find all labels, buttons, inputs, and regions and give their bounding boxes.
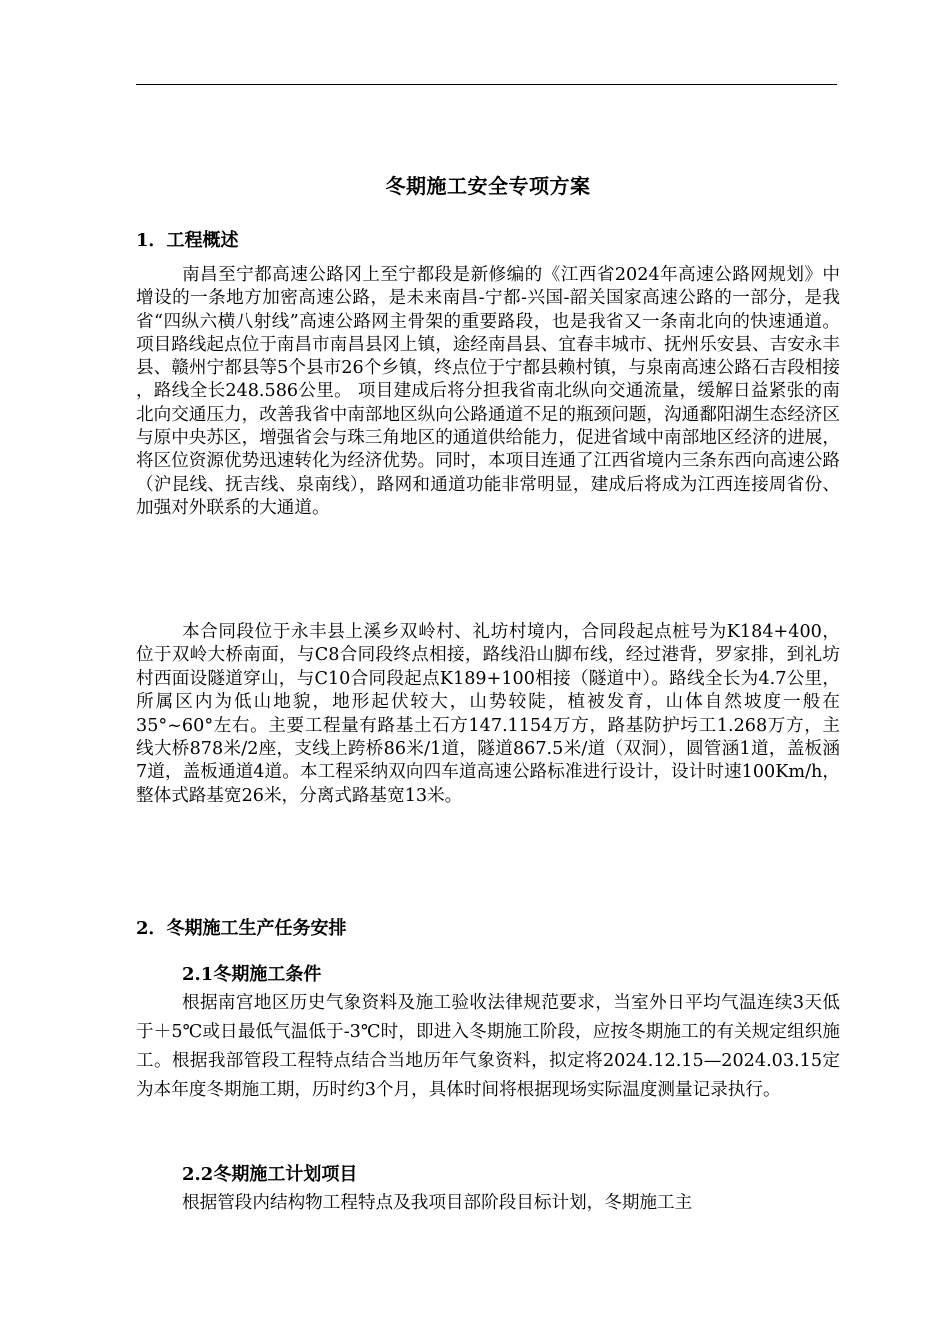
paragraph-project-overview: 南昌至宁都高速公路冈上至宁都段是新修编的《江西省2024年高速公路网规划》中增设的一条地方加密高速公路，是未来南昌-宁都-兴国-韶关国家高速公路的一部分，是我省“四纵六横八射线”高速公路网主骨架的重要路段，也是我省又一条南北向的快速通道。项目路线起点位于南昌市南昌县冈上镇，途经南昌县、宜春丰城市、抚州乐安县、吉安永丰县、赣州宁都县等5个县市26个乡镇，终点位于宁都县赖村镇，与泉南高速公路石吉段相接 ，路线全长248.586公里。 项目建成后将分担我省南北纵向交通流量，缓解日益紧张的南北向交通压力，改善我省中南部地区纵向公路通道不足的瓶颈问题，沟通鄱阳湖生态经济区与原中央苏区，增强省会与珠三角地区的通道供给能力，促进省域中南部地区经济的进展，将区位资源优势迅速转化为经济优势。同时，本项目连通了江西省境内三条东西向高速公路（沪昆线、抚吉线、泉南线），路网和通道功能非常明显，建成后将成为江西连接周省份、加强对外联系的大通道。 xyxy=(136,265,840,518)
subsection-heading-conditions: 2.1冬期施工条件 xyxy=(182,964,322,985)
paragraph-contract-section: 本合同段位于永丰县上溪乡双岭村、礼坊村境内，合同段起点桩号为K184+400，位于双岭大桥南面，与C8合同段终点相接，路线沿山脚布线，经过港背，罗家排，到礼坊村西面设隧道穿山，与C10合同段起点K189+100相接（隧道中）。路线全长为4.7公里，所属区内为低山地貌，地形起伏较大，山势较陡，植被发育，山体自然坡度一般在35°~60°左右。主要工程量有路基土石方147.1154万方，路基防护圬工1.268万方，主线大桥878米/2座，支线上跨桥86米/1道，隧道867.5米/道（双洞），圆管涵1道，盖板涵7道，盖板通道4道。本工程采纳双向四车道高速公路标准进行设计，设计时速100Km/h，整体式路基宽26米，分离式路基宽13米。 xyxy=(136,622,840,806)
section-heading-winter-tasks: 2．冬期施工生产任务安排 xyxy=(136,918,347,939)
paragraph-winter-conditions: 根据南宫地区历史气象资料及施工验收法律规范要求，当室外日平均气温连续3天低于＋5℃或日最低气温低于-3℃时，即进入冬期施工阶段，应按冬期施工的有关规定组织施工。根据我部管段工程特点结合当地历年气象资料，拟定将2024.12.15—2024.03.15定为本年度冬期施工期，历时约3个月，具体时间将根据现场实际温度测量记录执行。 xyxy=(136,993,840,1100)
header-rule xyxy=(136,84,837,85)
paragraph-plan-items: 根据管段内结构物工程特点及我项目部阶段目标计划，冬期施工主 xyxy=(182,1193,693,1213)
subsection-heading-plan-items: 2.2冬期施工计划项目 xyxy=(182,1164,358,1185)
document-title: 冬期施工安全专项方案 xyxy=(385,174,591,198)
section-heading-overview: 1．工程概述 xyxy=(136,230,239,251)
